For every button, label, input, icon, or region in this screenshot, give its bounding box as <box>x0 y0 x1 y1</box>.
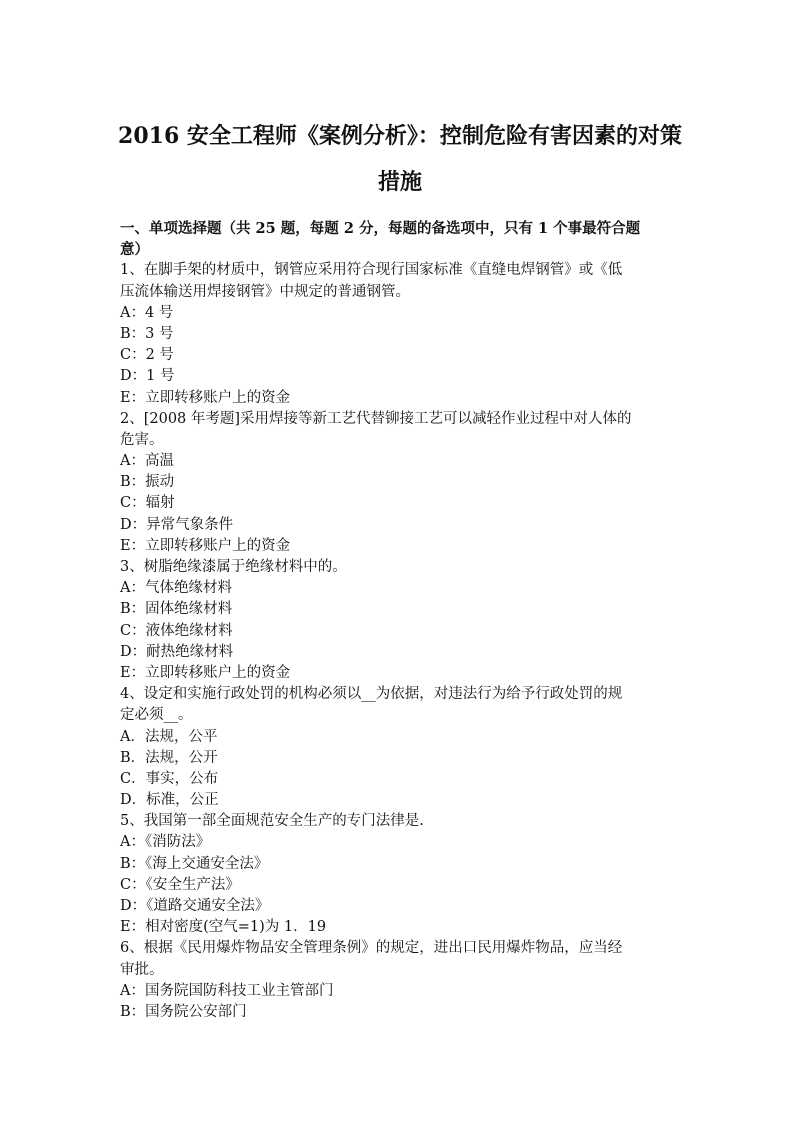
question-4-option-d: D．标准，公正 <box>120 792 219 809</box>
question-1-stem-line-1: 1、在脚手架的材质中，钢管应采用符合现行国家标准《直缝电焊钢管》或《低 <box>120 262 623 279</box>
question-1-stem-line-2: 压流体输送用焊接钢管》中规定的普通钢管。 <box>120 283 410 300</box>
question-3-option-e: E：立即转移账户上的资金 <box>120 664 291 681</box>
question-1-option-a: A：4 号 <box>120 304 174 321</box>
question-3-option-b: B：固体绝缘材料 <box>120 601 233 618</box>
question-5-option-e: E：相对密度(空气=1)为 1．19 <box>120 919 327 936</box>
question-5-option-b: B：《海上交通安全法》 <box>120 855 269 872</box>
question-3-option-a: A：气体绝缘材料 <box>120 580 232 597</box>
section-heading-line-1: 一、单项选择题（共 25 题，每题 2 分，每题的备选项中，只有 1 个事最符合题 <box>120 220 641 237</box>
document-title-line-2: 措施 <box>377 169 422 195</box>
question-3-option-c: C：液体绝缘材料 <box>120 622 233 639</box>
question-2-option-d: D：异常气象条件 <box>120 516 234 533</box>
question-4-option-c: C．事实，公布 <box>120 770 219 787</box>
question-1-option-e: E：立即转移账户上的资金 <box>120 389 291 406</box>
question-5-stem-line-1: 5、我国第一部全面规范安全生产的专门法律是. <box>120 813 424 830</box>
document-body <box>120 218 690 1023</box>
question-4-stem-line-2: 定必须__。 <box>120 707 193 724</box>
question-4-option-b: B．法规，公开 <box>120 749 218 766</box>
question-1-option-c: C：2 号 <box>120 347 174 364</box>
question-3-option-d: D：耐热绝缘材料 <box>120 643 234 660</box>
question-6-option-b: B：国务院公安部门 <box>120 1003 247 1020</box>
question-2-stem-line-1: 2、[2008 年考题]采用焊接等新工艺代替铆接工艺可以减轻作业过程中对人体的 <box>120 410 632 427</box>
question-6-option-a: A：国务院国防科技工业主管部门 <box>120 982 334 999</box>
question-5-option-d: D：《道路交通安全法》 <box>120 898 270 914</box>
document-title-line-1: 2016 安全工程师《案例分析》：控制危险有害因素的对策 <box>118 123 682 149</box>
question-2-option-b: B：振动 <box>120 474 175 491</box>
question-1-option-d: D：1 号 <box>120 368 175 385</box>
section-heading-line-2: 意） <box>120 241 149 259</box>
question-6-stem-line-2: 审批。 <box>120 961 164 978</box>
question-5-option-c: C：《安全生产法》 <box>120 876 240 893</box>
question-5-option-a: A：《消防法》 <box>120 834 211 851</box>
question-4-option-a: A．法规，公平 <box>120 728 218 745</box>
question-2-option-c: C：辐射 <box>120 495 175 512</box>
question-2-stem-line-2: 危害。 <box>120 431 164 448</box>
question-3-stem-line-1: 3、树脂绝缘漆属于绝缘材料中的。 <box>120 559 347 575</box>
question-2-option-a: A：高温 <box>120 453 174 470</box>
question-6-stem-line-1: 6、根据《民用爆炸物品安全管理条例》的规定，进出口民用爆炸物品，应当经 <box>120 940 623 957</box>
question-4-stem-line-1: 4、设定和实施行政处罚的机构必须以__为依据，对违法行为给予行政处罚的规 <box>120 686 623 703</box>
question-2-option-e: E：立即转移账户上的资金 <box>120 537 291 554</box>
question-1-option-b: B：3 号 <box>120 325 174 342</box>
